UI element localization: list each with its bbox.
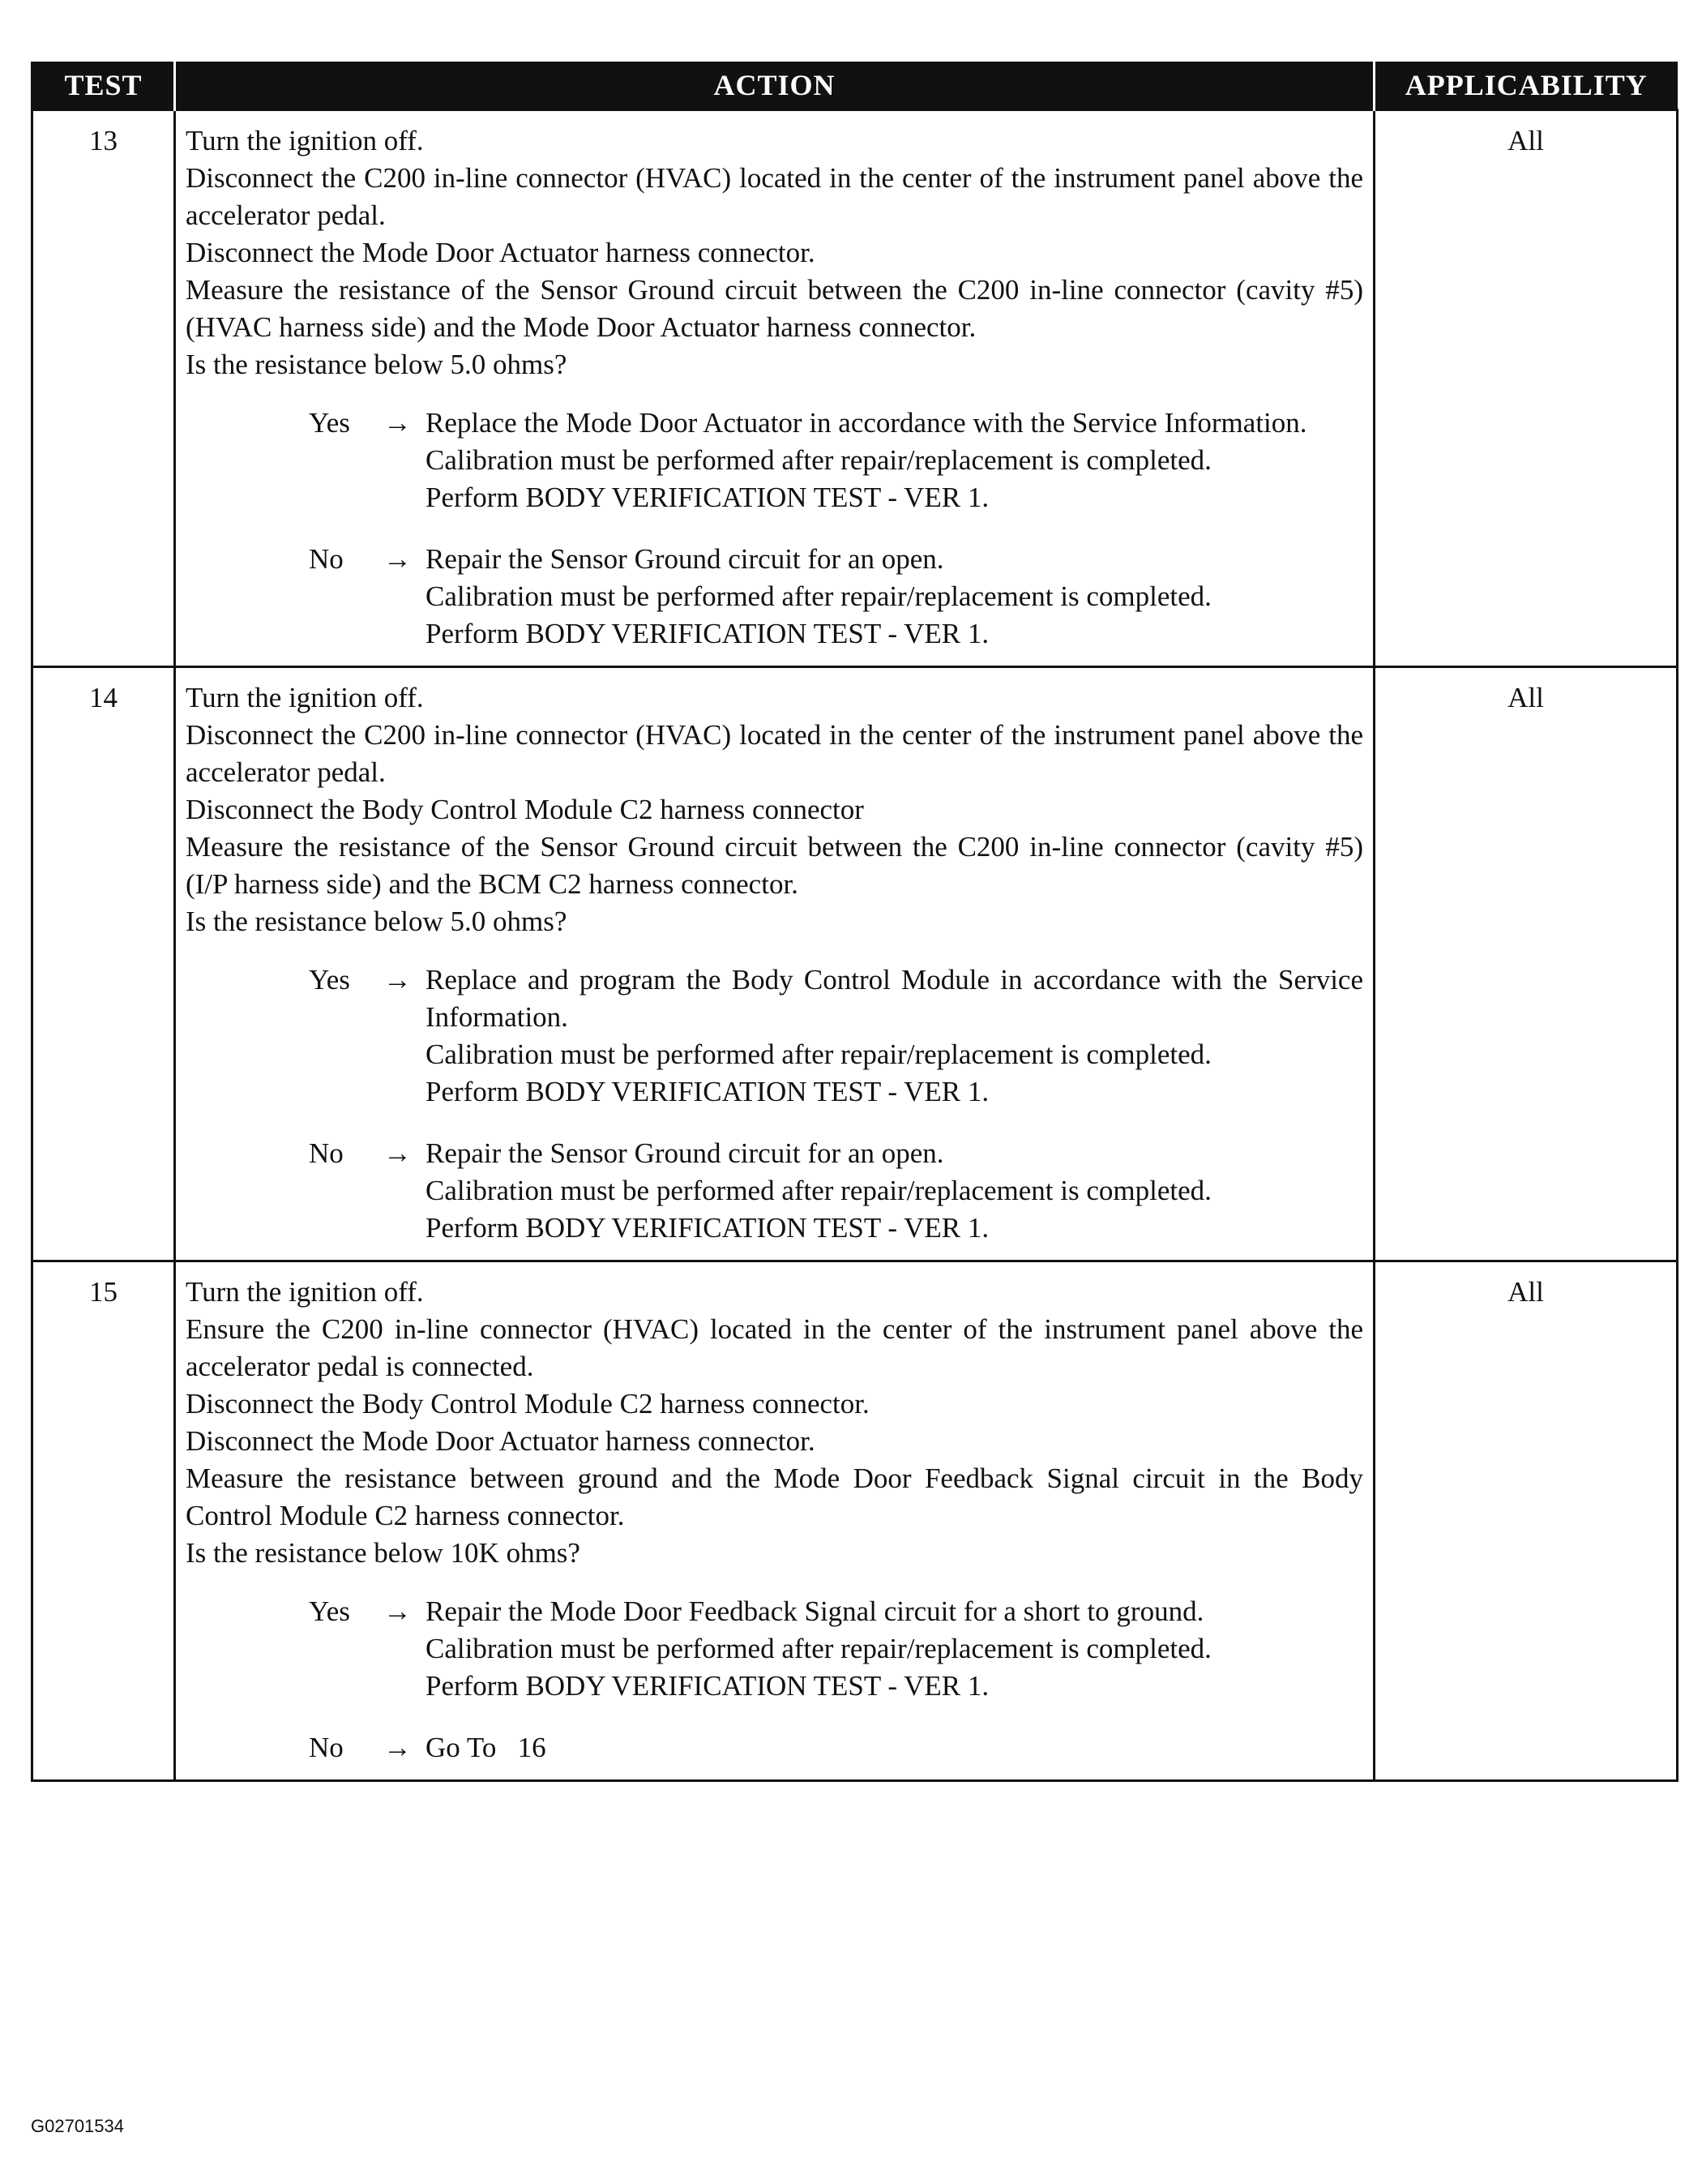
diagnostic-test-table xyxy=(31,62,1678,1782)
action-cell xyxy=(175,1261,1375,1781)
action-step: Disconnect the Body Control Module C2 harness connector xyxy=(186,794,864,825)
header-applicability: APPLICABILITY xyxy=(1375,62,1678,110)
outcome-label: Yes xyxy=(309,1595,350,1627)
right-arrow-icon: → xyxy=(383,407,412,439)
outcome-line: Calibration must be performed after repair/replacement is completed. xyxy=(426,1175,1212,1206)
outcome-line: Calibration must be performed after repair/replacement is completed. xyxy=(426,444,1212,476)
action-step: Measure the resistance of the Sensor Ground circuit between the C200 in-line connector (cavity #5) (HVAC harness side) and the Mode Door Actuator harness connector. xyxy=(186,274,1363,343)
test-number: 15 xyxy=(32,1261,175,1781)
action-step: Disconnect the Mode Door Actuator harness connector. xyxy=(186,237,815,268)
right-arrow-icon: → xyxy=(383,1595,412,1627)
header-test: TEST xyxy=(32,62,175,110)
outcomes xyxy=(186,405,1363,653)
outcome-body xyxy=(426,1593,1363,1705)
action-question: Is the resistance below 10K ohms? xyxy=(186,1537,580,1569)
outcome-yes xyxy=(186,1593,1363,1705)
outcome-label: No xyxy=(309,1732,344,1763)
right-arrow-icon: → xyxy=(383,1137,412,1169)
outcome-body xyxy=(426,541,1363,653)
outcome-line: Replace and program the Body Control Module in accordance with the Service Information. xyxy=(426,964,1363,1033)
test-number: 14 xyxy=(32,667,175,1261)
outcome-label: Yes xyxy=(309,964,350,996)
applicability-value: All xyxy=(1375,110,1678,667)
outcome-body xyxy=(426,961,1363,1111)
action-step: Disconnect the C200 in-line connector (HVAC) located in the center of the instrument panel above the accelerator pedal. xyxy=(186,719,1363,788)
header-action: ACTION xyxy=(175,62,1375,110)
outcome-line: Repair the Sensor Ground circuit for an open. xyxy=(426,1137,944,1169)
outcome-body xyxy=(426,1135,1363,1247)
outcome-yes xyxy=(186,961,1363,1111)
outcome-line: Calibration must be performed after repair/replacement is completed. xyxy=(426,1038,1212,1070)
outcome-line: Calibration must be performed after repair/replacement is completed. xyxy=(426,1633,1212,1664)
right-arrow-icon: → xyxy=(383,964,412,996)
outcome-label: Yes xyxy=(309,407,350,439)
action-step: Turn the ignition off. xyxy=(186,1276,424,1308)
right-arrow-icon: → xyxy=(383,1732,412,1763)
outcome-label: No xyxy=(309,543,344,575)
outcomes xyxy=(186,961,1363,1247)
right-arrow-icon: → xyxy=(383,543,412,575)
outcome-line: Perform BODY VERIFICATION TEST - VER 1. xyxy=(426,1670,990,1702)
diagnostic-test-sheet xyxy=(31,62,1676,1782)
action-step: Ensure the C200 in-line connector (HVAC) located in the center of the instrument panel above the accelerator pedal is connected. xyxy=(186,1313,1363,1382)
action-cell xyxy=(175,110,1375,667)
action-step: Disconnect the C200 in-line connector (HVAC) located in the center of the instrument panel above the accelerator pedal. xyxy=(186,162,1363,231)
table-row xyxy=(32,667,1678,1261)
outcome-body xyxy=(426,405,1363,516)
table-header-row xyxy=(32,62,1678,110)
applicability-value: All xyxy=(1375,1261,1678,1781)
action-question: Is the resistance below 5.0 ohms? xyxy=(186,349,567,380)
action-step: Disconnect the Mode Door Actuator harness connector. xyxy=(186,1425,815,1457)
outcome-no xyxy=(186,1135,1363,1247)
applicability-value: All xyxy=(1375,667,1678,1261)
outcome-line: Perform BODY VERIFICATION TEST - VER 1. xyxy=(426,1212,990,1244)
goto-link[interactable]: Go To 16 xyxy=(426,1732,546,1763)
action-step: Measure the resistance of the Sensor Ground circuit between the C200 in-line connector (cavity #5) (I/P harness side) and the BCM C2 harness connector. xyxy=(186,831,1363,900)
action-question: Is the resistance below 5.0 ohms? xyxy=(186,906,567,937)
figure-id: G02701534 xyxy=(31,2116,124,2136)
action-step: Disconnect the Body Control Module C2 harness connector. xyxy=(186,1388,870,1420)
outcome-label: No xyxy=(309,1137,344,1169)
outcome-line: Perform BODY VERIFICATION TEST - VER 1. xyxy=(426,618,990,649)
outcome-line: Calibration must be performed after repair/replacement is completed. xyxy=(426,580,1212,612)
outcome-body xyxy=(426,1729,1363,1766)
table-row xyxy=(32,110,1678,667)
outcome-no xyxy=(186,541,1363,653)
outcome-line: Repair the Sensor Ground circuit for an open. xyxy=(426,543,944,575)
outcome-no xyxy=(186,1729,1363,1766)
outcome-line: Perform BODY VERIFICATION TEST - VER 1. xyxy=(426,1076,990,1107)
action-step: Turn the ignition off. xyxy=(186,682,424,713)
outcome-line: Perform BODY VERIFICATION TEST - VER 1. xyxy=(426,482,990,513)
outcomes xyxy=(186,1593,1363,1766)
outcome-yes xyxy=(186,405,1363,516)
action-step: Turn the ignition off. xyxy=(186,125,424,156)
outcome-line: Replace the Mode Door Actuator in accordance with the Service Information. xyxy=(426,407,1307,439)
outcome-line: Repair the Mode Door Feedback Signal circuit for a short to ground. xyxy=(426,1595,1204,1627)
action-step: Measure the resistance between ground and the Mode Door Feedback Signal circuit in the Body Control Module C2 harness connector. xyxy=(186,1462,1363,1531)
test-number: 13 xyxy=(32,110,175,667)
table-row xyxy=(32,1261,1678,1781)
action-cell xyxy=(175,667,1375,1261)
